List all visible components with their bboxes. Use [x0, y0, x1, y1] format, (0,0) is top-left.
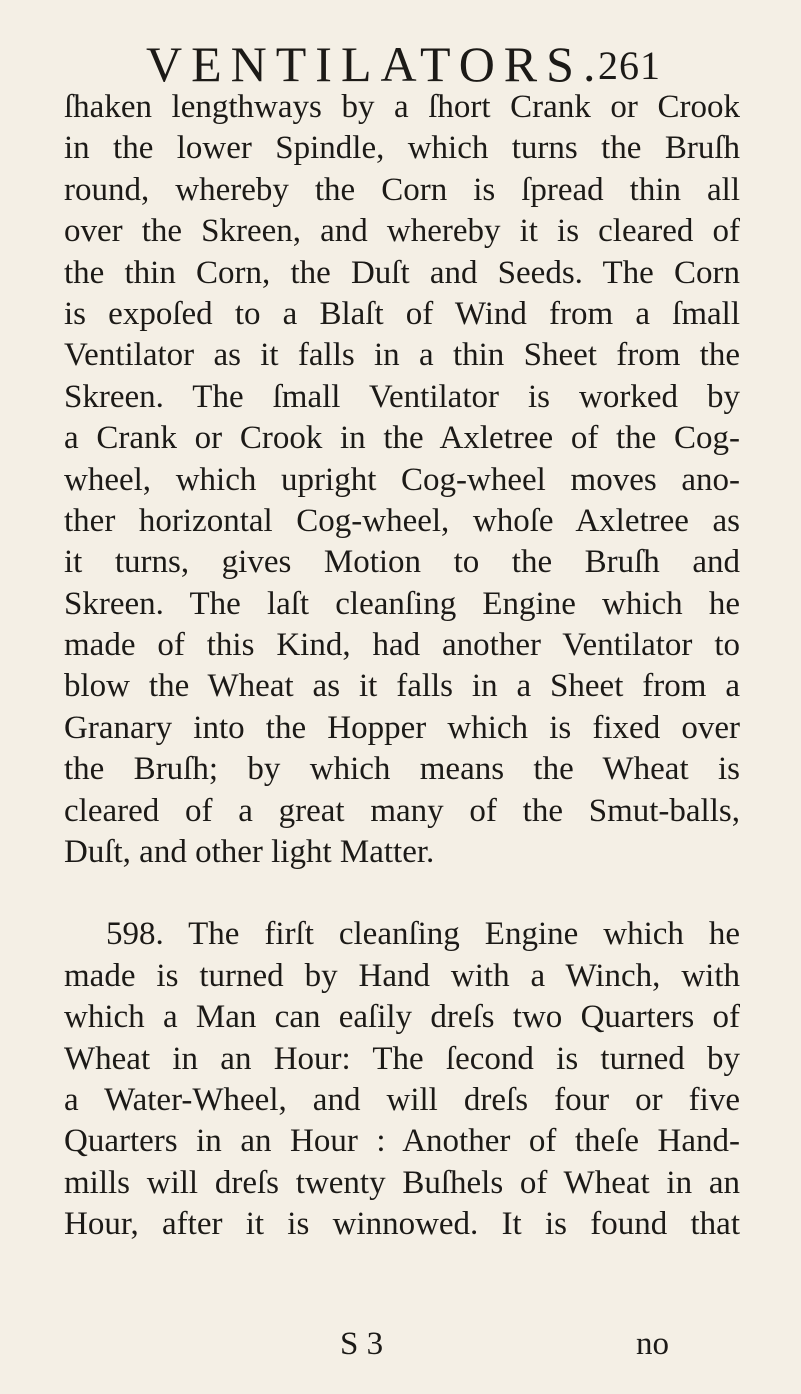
- text-line: which a Man can eaſily dreſs two Quarters of: [64, 999, 740, 1036]
- text-line: 598. The firſt cleanſing Engine which he: [106, 916, 740, 953]
- text-line: Ventilator as it falls in a thin Sheet from the: [64, 337, 740, 374]
- text-line: round, whereby the Corn is ſpread thin all: [64, 171, 740, 208]
- text-line: blow the Wheat as it falls in a Sheet from a: [64, 668, 740, 705]
- text-line: cleared of a great many of the Smut-balls,: [64, 792, 740, 829]
- text-line: is expoſed to a Blaſt of Wind from a ſmall: [64, 295, 740, 332]
- text-line: a Crank or Crook in the Axletree of the Cog-: [64, 420, 740, 457]
- text-line: mills will dreſs twenty Buſhels of Wheat in an: [64, 1164, 740, 1201]
- text-line: Quarters in an Hour : Another of theſe Hand-: [64, 1123, 740, 1160]
- body-text: [64, 87, 740, 1246]
- text-line: a Water-Wheel, and will dreſs four or five: [64, 1081, 740, 1118]
- text-line: wheel, which upright Cog-wheel moves ano-: [64, 461, 740, 498]
- running-head: [146, 34, 686, 94]
- text-line: the Bruſh; by which means the Wheat is: [64, 751, 740, 788]
- text-line: Skreen. The laſt cleanſing Engine which he: [64, 585, 740, 622]
- paragraph-598: [64, 914, 740, 1245]
- text-line: made of this Kind, had another Ventilator to: [64, 627, 740, 664]
- text-line: Hour, after it is winnowed. It is found that: [64, 1206, 740, 1243]
- text-line: made is turned by Hand with a Winch, with: [64, 957, 740, 994]
- text-line: over the Skreen, and whereby it is cleared of: [64, 213, 740, 250]
- text-line: Skreen. The ſmall Ventilator is worked by: [64, 378, 740, 415]
- signature-mark: S 3: [340, 1326, 384, 1362]
- text-line: Wheat in an Hour: The ſecond is turned by: [64, 1040, 740, 1077]
- text-line: ſhaken lengthways by a ſhort Crank or Crook: [64, 89, 740, 125]
- running-title: VENTILATORS.: [146, 36, 605, 92]
- text-line: the thin Corn, the Duſt and Seeds. The Corn: [64, 254, 740, 291]
- paragraph-gap: [64, 873, 740, 914]
- text-line: ther horizontal Cog-wheel, whoſe Axletree as: [64, 502, 740, 539]
- catchword: no: [636, 1326, 669, 1362]
- text-line: Duſt, and other light Matter.: [64, 834, 435, 871]
- text-line: it turns, gives Motion to the Bruſh and: [64, 544, 740, 581]
- page-number: 261: [598, 43, 661, 88]
- paragraph-continued: [64, 87, 740, 873]
- text-line: Granary into the Hopper which is fixed over: [64, 709, 740, 746]
- text-line: in the lower Spindle, which turns the Bruſh: [64, 130, 740, 167]
- catchline: [0, 1322, 801, 1366]
